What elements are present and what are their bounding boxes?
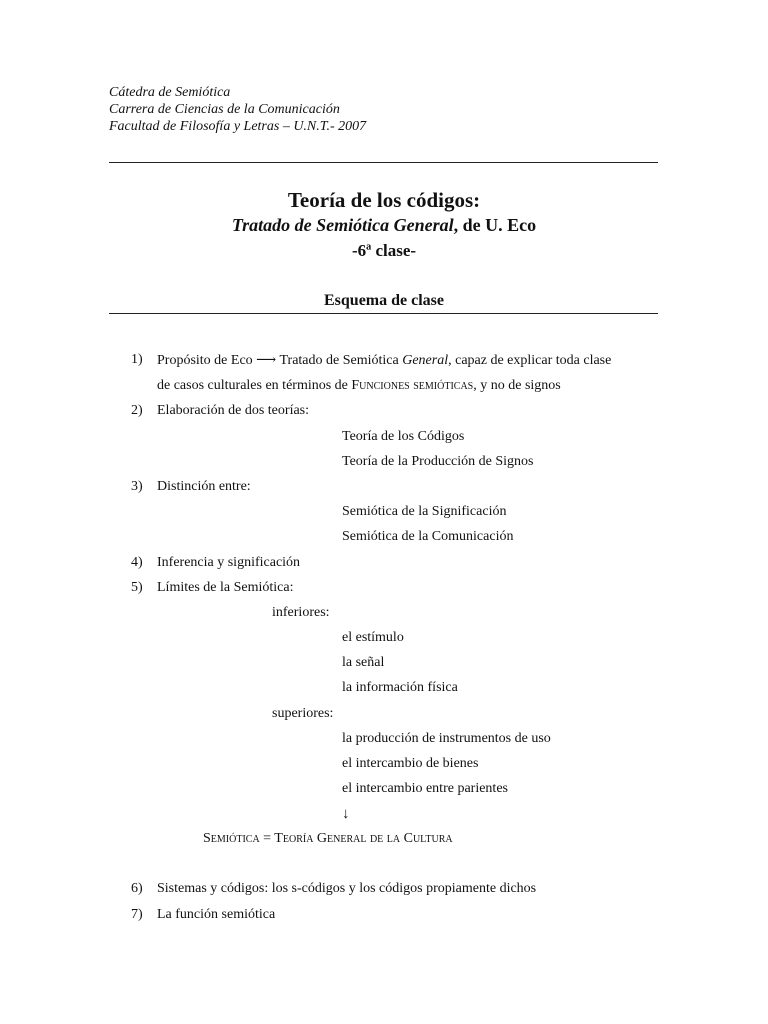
item-1b-text-end: , y no de signos xyxy=(473,378,561,393)
item-5-superiores-2: el intercambio de bienes xyxy=(342,756,479,771)
header-catedra: Cátedra de Semiótica xyxy=(109,85,231,100)
down-arrow-icon: ↓ xyxy=(342,806,350,822)
item-5-superiores-label: superiores: xyxy=(272,706,334,721)
item-5-superiores-3: el intercambio entre parientes xyxy=(342,781,508,796)
item-1-text: Propósito de Eco ⟶ Tratado de Semiótica xyxy=(157,353,403,368)
item-number-7: 7) xyxy=(131,907,143,922)
item-number-5: 5) xyxy=(131,580,143,595)
document-header xyxy=(109,84,366,135)
page-title: Teoría de los códigos: xyxy=(287,188,481,212)
item-3-sub-2: Semiótica de la Comunicación xyxy=(342,529,514,544)
item-5-inferiores-label: inferiores: xyxy=(272,605,330,620)
item-5-superiores-1: la producción de instrumentos de uso xyxy=(342,731,551,746)
item-6-text: Sistemas y códigos: los s-códigos y los códigos propiamente dichos xyxy=(157,881,537,896)
item-5-inferiores-3: la información física xyxy=(342,680,458,695)
page-subtitle xyxy=(0,215,768,236)
item-number-2: 2) xyxy=(131,403,143,418)
item-number-4: 4) xyxy=(131,555,143,570)
item-3-sub-1: Semiótica de la Significación xyxy=(342,504,507,519)
section-heading: Esquema de clase xyxy=(324,292,444,309)
item-1-line-2 xyxy=(157,378,561,394)
header-divider xyxy=(109,162,658,163)
item-number-1: 1) xyxy=(131,352,143,367)
subtitle-author: , de U. Eco xyxy=(453,215,537,235)
item-number-6: 6) xyxy=(131,881,143,896)
item-1-italic: General xyxy=(402,353,449,368)
item-1b-smallcaps: Funciones semióticas xyxy=(351,378,474,393)
class-number: -6ª clase- xyxy=(351,241,417,260)
section-divider xyxy=(109,313,658,314)
header-facultad: Facultad de Filosofía y Letras – U.N.T.- 2007 xyxy=(109,119,367,134)
item-1-line-1 xyxy=(157,352,611,369)
header-carrera: Carrera de Ciencias de la Comunicación xyxy=(109,102,340,117)
item-3-text: Distinción entre: xyxy=(157,479,251,494)
subtitle-book-title: Tratado de Semiótica General xyxy=(231,215,454,235)
item-5-inferiores-2: la señal xyxy=(342,655,385,670)
item-5-text: Límites de la Semiótica: xyxy=(157,580,294,595)
item-2-sub-2: Teoría de la Producción de Signos xyxy=(342,454,534,469)
item-4-text: Inferencia y significación xyxy=(157,555,301,570)
item-1b-text: de casos culturales en términos de xyxy=(157,378,352,393)
item-5-inferiores-1: el estímulo xyxy=(342,630,404,645)
item-7-text: La función semiótica xyxy=(157,907,276,922)
item-number-3: 3) xyxy=(131,479,143,494)
item-1-text-end: , capaz de explicar toda clase xyxy=(448,353,612,368)
item-2-sub-1: Teoría de los Códigos xyxy=(342,429,465,444)
item-2-text: Elaboración de dos teorías: xyxy=(157,403,310,418)
conclusion-formula: Semiótica = Teoría General de la Cultura xyxy=(203,831,453,846)
